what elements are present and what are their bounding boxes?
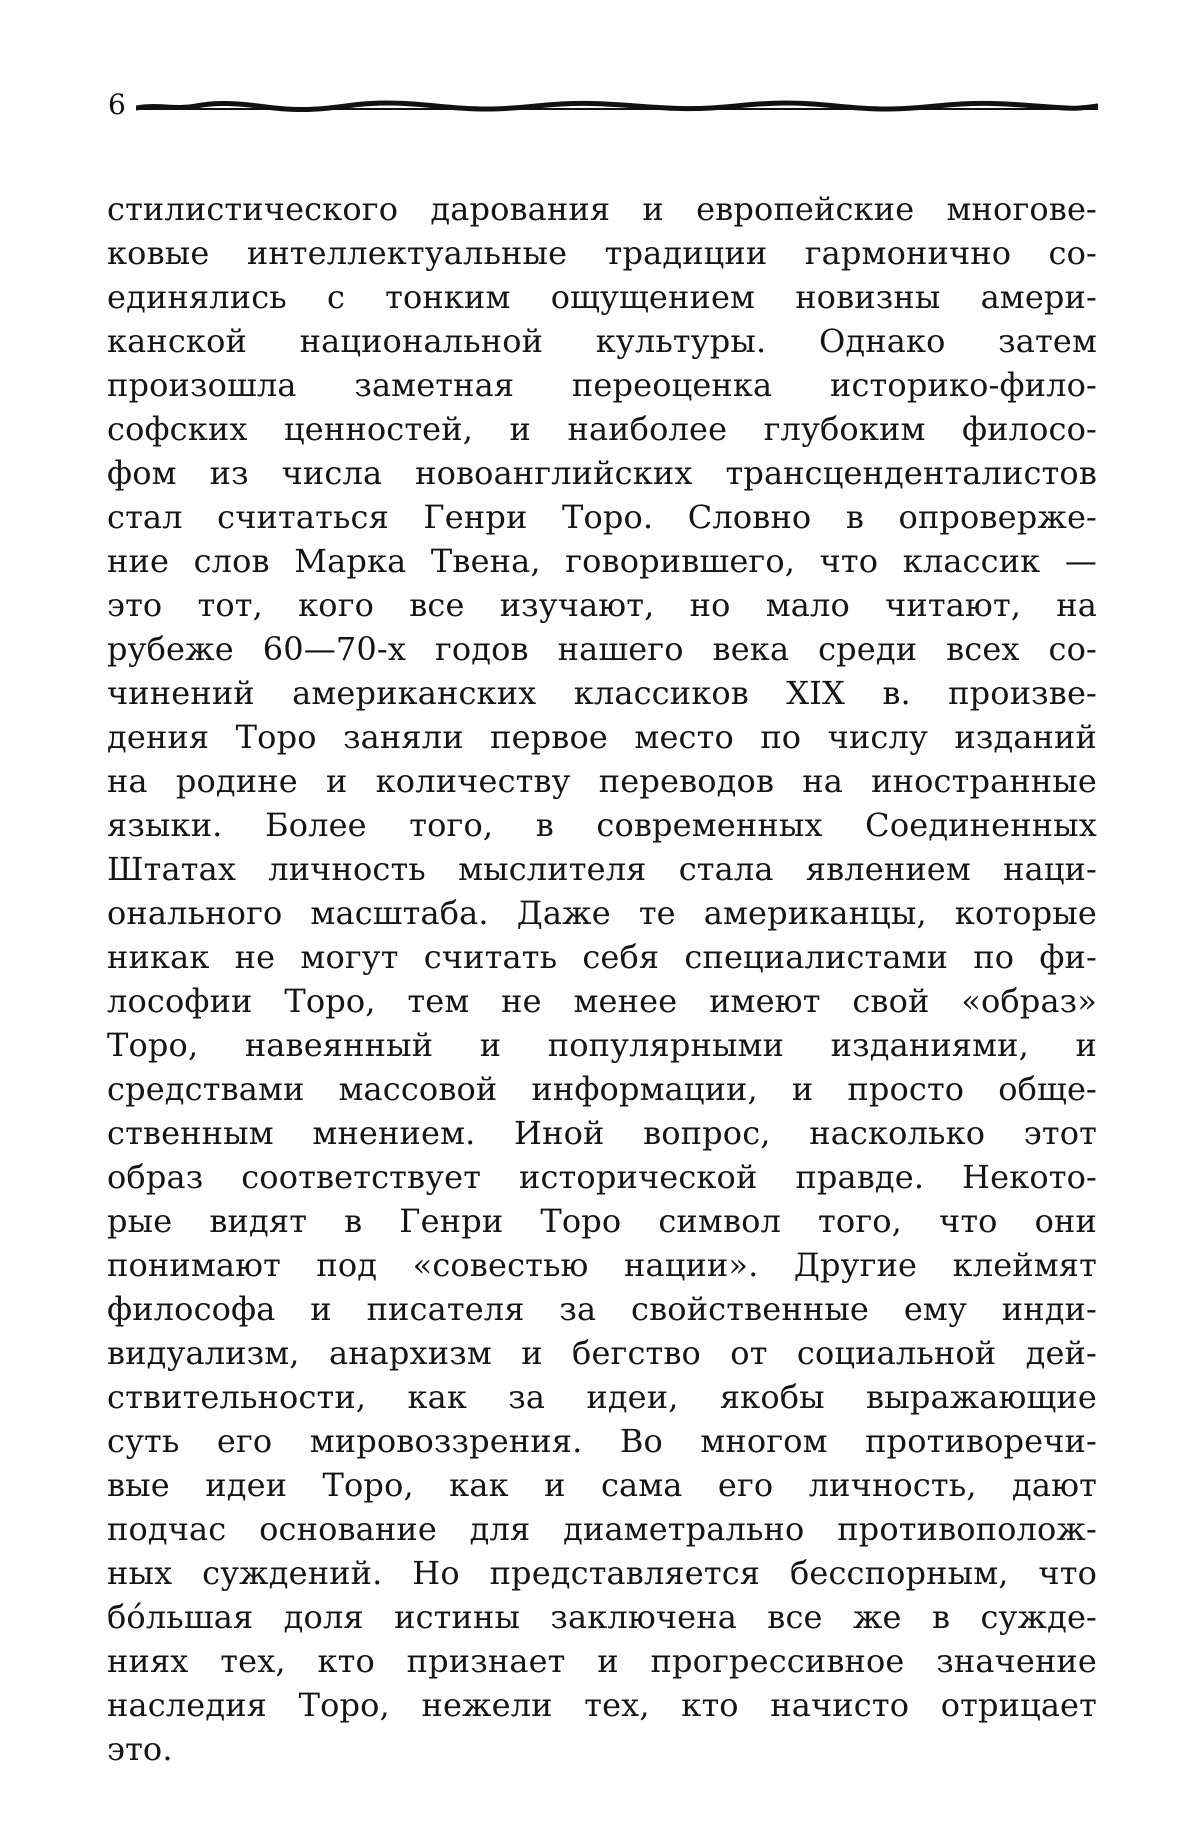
page-number: 6 — [108, 88, 126, 121]
text-line: ных суждений. Но представляется бесспорным, что — [107, 1554, 1097, 1592]
text-line: Штатах личность мыслителя стала явлением наци- — [107, 850, 1097, 888]
text-line: фом из числа новоанглийских трансценденталистов — [107, 454, 1097, 492]
text-line: онального масштаба. Даже те американцы, которые — [107, 894, 1097, 932]
page-text — [107, 187, 1097, 1771]
decorative-rule — [136, 100, 1098, 112]
text-line: стал считаться Генри Торо. Словно в опроверже- — [107, 498, 1097, 536]
text-line: канской национальной культуры. Однако затем — [107, 322, 1097, 360]
text-line: суть его мировоззрения. Во многом противоречи- — [107, 1422, 1097, 1460]
text-line: ниях тех, кто признает и прогрессивное значение — [107, 1642, 1097, 1680]
text-line: стилистического дарования и европейские многове- — [107, 190, 1097, 228]
text-line: образ соответствует исторической правде. Некото- — [107, 1158, 1097, 1196]
text-line: философа и писателя за свойственные ему инди- — [107, 1290, 1097, 1328]
text-line: рые видят в Генри Торо символ того, что они — [107, 1202, 1097, 1240]
text-line: софских ценностей, и наиболее глубоким филосо- — [107, 410, 1097, 448]
text-line: дения Торо заняли первое место по числу изданий — [107, 718, 1097, 756]
text-line: языки. Более того, в современных Соединенных — [107, 806, 1097, 844]
text-line: на родине и количеству переводов на иностранные — [107, 762, 1097, 800]
text-line: подчас основание для диаметрально противополож- — [107, 1510, 1097, 1548]
text-line: это тот, кого все изучают, но мало читают, на — [107, 586, 1097, 624]
text-line: средствами массовой информации, и просто обще- — [107, 1070, 1097, 1108]
text-line: ние слов Марка Твена, говорившего, что классик — — [107, 542, 1097, 580]
text-line: наследия Торо, нежели тех, кто начисто отрицает — [107, 1686, 1097, 1724]
text-line: чинений американских классиков XIX в. произве- — [107, 674, 1097, 712]
text-line: произошла заметная переоценка историко-фило- — [107, 366, 1097, 404]
text-line: Торо, навеянный и популярными изданиями, и — [107, 1026, 1097, 1064]
text-line: ствительности, как за идеи, якобы выражающие — [107, 1378, 1097, 1416]
text-line: бóльшая доля истины заключена все же в сужде- — [107, 1598, 1097, 1636]
text-line: лософии Торо, тем не менее имеют свой «образ» — [107, 982, 1097, 1020]
text-line: единялись с тонким ощущением новизны амери- — [107, 278, 1097, 316]
text-line: это. — [107, 1730, 173, 1768]
text-line: вые идеи Торо, как и сама его личность, дают — [107, 1466, 1097, 1504]
text-line: рубеже 60—70-х годов нашего века среди всех со- — [107, 630, 1097, 668]
text-line: видуализм, анархизм и бегство от социальной дей- — [107, 1334, 1097, 1372]
page-header — [108, 88, 1098, 124]
text-line: ственным мнением. Иной вопрос, насколько этот — [107, 1114, 1097, 1152]
text-line: ковые интеллектуальные традиции гармонично со- — [107, 234, 1097, 272]
text-line: понимают под «совестью нации». Другие клеймят — [107, 1246, 1097, 1284]
text-line: никак не могут считать себя специалистами по фи- — [107, 938, 1097, 976]
